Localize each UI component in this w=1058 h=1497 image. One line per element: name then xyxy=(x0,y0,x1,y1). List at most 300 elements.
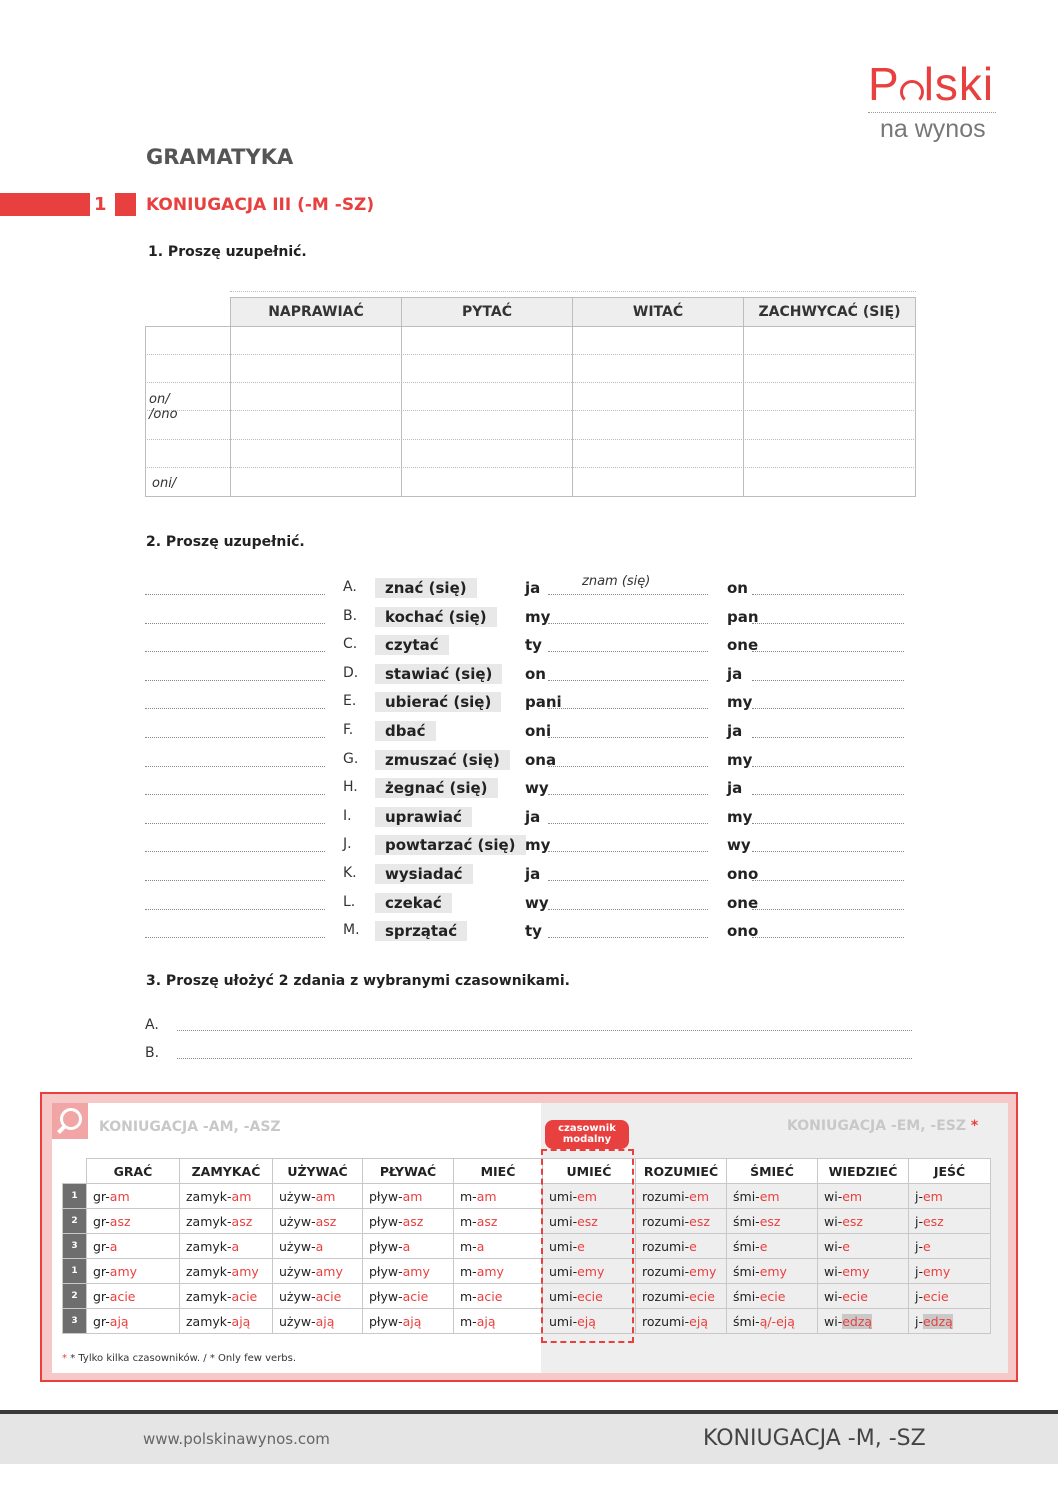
verb-ending: ają xyxy=(315,1313,335,1329)
conjugation-table xyxy=(62,1158,991,1334)
verb-ending: em xyxy=(759,1188,780,1204)
verb-ending: e xyxy=(577,1238,585,1254)
conjugation-cell xyxy=(363,1234,454,1259)
answer-input-left[interactable] xyxy=(145,909,325,910)
conjugation-cell xyxy=(87,1184,180,1209)
verb-ending: ają xyxy=(109,1313,129,1329)
pronoun-2: my xyxy=(727,751,753,769)
verb-ending: a xyxy=(109,1238,118,1254)
verb-chip: uprawiać xyxy=(375,807,472,827)
verb-stem: używ- xyxy=(279,1263,316,1279)
verb-ending: emy xyxy=(689,1263,717,1279)
conjugation-cell xyxy=(454,1309,543,1334)
logo-brand: P lski xyxy=(868,58,995,110)
conjugation-cell xyxy=(87,1259,180,1284)
conjugation-cell xyxy=(180,1259,273,1284)
conjugation-cell xyxy=(180,1284,273,1309)
verb-ending: em xyxy=(922,1188,943,1204)
exercise-3-instruction: 3. Proszę ułożyć 2 zdania z wybranymi czasownikami. xyxy=(146,973,570,989)
verb-ending: a xyxy=(476,1238,485,1254)
verb-stem: używ- xyxy=(279,1213,316,1229)
answer-input-left[interactable] xyxy=(145,737,325,738)
verb-ending: asz xyxy=(109,1213,131,1229)
person-number: 3 xyxy=(63,1234,87,1259)
unit-number: 1 xyxy=(94,194,107,215)
table-header: UMIEĆ xyxy=(543,1159,636,1184)
verb-ending: em xyxy=(577,1188,597,1204)
pronoun-1: ona xyxy=(525,751,557,769)
pronoun-2: one xyxy=(727,894,759,912)
conjugation-cell xyxy=(363,1309,454,1334)
conjugation-cell xyxy=(636,1209,727,1234)
answer-input-1[interactable] xyxy=(548,880,708,881)
conjugation-cell xyxy=(727,1234,818,1259)
verb-stem: wi- xyxy=(824,1313,843,1329)
table-header: ROZUMIEĆ xyxy=(636,1159,727,1184)
verb-stem: pływ- xyxy=(369,1213,403,1229)
table-header-row xyxy=(63,1159,991,1184)
conjugation-cell xyxy=(454,1184,543,1209)
answer-input-left[interactable] xyxy=(145,651,325,652)
verb-ending: asz xyxy=(231,1213,253,1229)
verb-ending: ecie xyxy=(842,1288,868,1304)
verb-ending: asz xyxy=(476,1213,498,1229)
verb-ending: am xyxy=(231,1188,252,1204)
verb-ending: amy xyxy=(476,1263,504,1279)
answer-input-1[interactable] xyxy=(548,937,708,938)
verb-stem: m- xyxy=(460,1288,477,1304)
box-left-title: KONIUGACJA -AM, -ASZ xyxy=(99,1119,281,1135)
pronoun-1: ja xyxy=(525,579,541,597)
conjugation-cell xyxy=(454,1209,543,1234)
modal-verb-highlight xyxy=(541,1149,634,1343)
table-row xyxy=(63,1184,991,1209)
verb-stem: umi- xyxy=(549,1313,578,1329)
item-letter: I. xyxy=(343,808,352,824)
verb-stem: umi- xyxy=(549,1213,578,1229)
verb-ending: ecie xyxy=(577,1288,603,1304)
conjugation-cell xyxy=(273,1259,363,1284)
verb-stem: m- xyxy=(460,1263,477,1279)
conjugation-cell xyxy=(727,1284,818,1309)
verb-stem: wi- xyxy=(824,1238,843,1254)
verb-ending: amy xyxy=(231,1263,259,1279)
table-header: ŚMIEĆ xyxy=(727,1159,818,1184)
item-letter: G. xyxy=(343,751,359,767)
verb-ending: emy xyxy=(842,1263,870,1279)
verb-ending: amy xyxy=(315,1263,343,1279)
answer-input-left[interactable] xyxy=(145,880,325,881)
verb-ending: esz xyxy=(759,1213,781,1229)
table-corner xyxy=(63,1159,87,1184)
table-header: ZAMYKAĆ xyxy=(180,1159,273,1184)
verb-stem: gr- xyxy=(93,1263,110,1279)
verb-ending: em xyxy=(842,1188,863,1204)
pronoun-2: one xyxy=(727,636,759,654)
verb-chip: stawiać (się) xyxy=(375,664,502,684)
verb-stem: pływ- xyxy=(369,1238,403,1254)
person-number: 1 xyxy=(63,1184,87,1209)
item-letter: E. xyxy=(343,693,357,709)
verb-ending: am xyxy=(476,1188,497,1204)
exercise-1-instruction: 1. Proszę uzupełnić. xyxy=(148,244,307,260)
pronoun-2: my xyxy=(727,693,753,711)
verb-ending: ają xyxy=(402,1313,422,1329)
conjugation-cell xyxy=(454,1284,543,1309)
verb-stem: j- xyxy=(915,1288,923,1304)
grid-row-label: oni/ xyxy=(152,476,177,491)
verb-stem: m- xyxy=(460,1188,477,1204)
sentence-input-a[interactable] xyxy=(177,1030,912,1031)
conjugation-cell xyxy=(727,1209,818,1234)
verb-ending: esz xyxy=(922,1213,944,1229)
verb-ending: e xyxy=(689,1238,697,1254)
conjugation-cell xyxy=(454,1234,543,1259)
sentence-input-b[interactable] xyxy=(177,1058,912,1059)
verb-stem: zamyk- xyxy=(186,1188,232,1204)
conjugation-cell xyxy=(909,1184,991,1209)
conjugation-cell xyxy=(909,1209,991,1234)
answer-input-2[interactable] xyxy=(752,623,904,624)
conjugation-cell xyxy=(818,1259,909,1284)
conjugation-cell xyxy=(87,1209,180,1234)
conjugation-cell xyxy=(636,1284,727,1309)
item-letter: C. xyxy=(343,636,358,652)
conjugation-cell xyxy=(818,1184,909,1209)
pronoun-1: ja xyxy=(525,808,541,826)
answer-input-left[interactable] xyxy=(145,823,325,824)
conjugation-cell xyxy=(273,1209,363,1234)
answer-input-left[interactable] xyxy=(145,594,325,595)
table-row xyxy=(63,1209,991,1234)
verb-stem: śmi- xyxy=(733,1263,760,1279)
grid-row xyxy=(145,440,916,468)
verb-ending: esz xyxy=(842,1213,863,1229)
red-band xyxy=(0,193,90,216)
answer-input-1[interactable] xyxy=(548,909,708,910)
pronoun-1: wy xyxy=(525,779,549,797)
conjugation-cell xyxy=(363,1259,454,1284)
box-right-title: KONIUGACJA -EM, -ESZ * xyxy=(787,1118,979,1134)
answer-input-left[interactable] xyxy=(145,937,325,938)
table-row xyxy=(63,1259,991,1284)
verb-stem: m- xyxy=(460,1313,477,1329)
conjugation-cell xyxy=(727,1309,818,1334)
verb-ending: a xyxy=(231,1238,240,1254)
person-number: 3 xyxy=(63,1309,87,1334)
conjugation-cell xyxy=(818,1284,909,1309)
verb-ending: am xyxy=(109,1188,130,1204)
grid-header-1: NAPRAWIAĆ xyxy=(230,297,402,327)
verb-stem: gr- xyxy=(93,1188,110,1204)
table-header: JEŚĆ xyxy=(909,1159,991,1184)
verb-stem: używ- xyxy=(279,1188,316,1204)
verb-chip: znać (się) xyxy=(375,578,477,598)
pronoun-1: wy xyxy=(525,894,549,912)
conjugation-cell xyxy=(636,1234,727,1259)
verb-stem: rozumi- xyxy=(642,1238,690,1254)
conjugation-cell xyxy=(363,1284,454,1309)
pronoun-1: on xyxy=(525,665,546,683)
verb-stem: rozumi- xyxy=(642,1288,690,1304)
verb-ending: em xyxy=(689,1188,710,1204)
verb-ending: ecie xyxy=(922,1288,949,1304)
exercise-2-instruction: 2. Proszę uzupełnić. xyxy=(146,534,305,550)
verb-stem: zamyk- xyxy=(186,1263,232,1279)
verb-ending: amy xyxy=(402,1263,430,1279)
verb-chip: wysiadać xyxy=(375,864,473,884)
table-header: UŻYWAĆ xyxy=(273,1159,363,1184)
footer-title: KONIUGACJA -M, -SZ xyxy=(703,1426,926,1451)
item-letter: J. xyxy=(343,836,352,852)
pronoun-1: my xyxy=(525,608,551,626)
conjugation-cell xyxy=(87,1309,180,1334)
verb-chip: czytać xyxy=(375,635,449,655)
item-letter: F. xyxy=(343,722,354,738)
conjugation-cell xyxy=(818,1209,909,1234)
answer-input-1[interactable] xyxy=(548,623,708,624)
verb-ending: e xyxy=(759,1238,768,1254)
item-letter: L. xyxy=(343,894,356,910)
conjugation-cell xyxy=(273,1184,363,1209)
verb-stem: używ- xyxy=(279,1313,316,1329)
sentence-letter: A. xyxy=(145,1017,159,1033)
verb-stem: umi- xyxy=(549,1288,578,1304)
table-header: PŁYWAĆ xyxy=(363,1159,454,1184)
verb-stem: śmi- xyxy=(733,1188,760,1204)
answer-input-1[interactable] xyxy=(548,594,708,595)
verb-ending: acie xyxy=(231,1288,258,1304)
answer-input-1[interactable] xyxy=(548,766,708,767)
footer-url: www.polskinawynos.com xyxy=(143,1430,330,1448)
grid-row xyxy=(145,411,916,440)
grid-top-dots xyxy=(230,291,916,292)
verb-chip: powtarzać (się) xyxy=(375,835,526,855)
conjugation-cell xyxy=(818,1309,909,1334)
verb-ending: ecie xyxy=(759,1288,786,1304)
answer-input-1[interactable] xyxy=(548,708,708,709)
answer-input-left[interactable] xyxy=(145,680,325,681)
conjugation-cell xyxy=(180,1234,273,1259)
asterisk: * xyxy=(970,1118,979,1134)
sentence-letter: B. xyxy=(145,1045,160,1061)
verb-ending: a xyxy=(402,1238,411,1254)
grid-row-label: on/ /ono xyxy=(149,392,178,422)
verb-stem: gr- xyxy=(93,1238,110,1254)
conjugation-cell xyxy=(636,1259,727,1284)
verb-chip: czekać xyxy=(375,893,452,913)
person-number: 2 xyxy=(63,1209,87,1234)
answer-input-left[interactable] xyxy=(145,851,325,852)
verb-ending: esz xyxy=(689,1213,710,1229)
verb-stem: m- xyxy=(460,1238,477,1254)
conjugation-cell xyxy=(273,1284,363,1309)
verb-stem: pływ- xyxy=(369,1263,403,1279)
pronoun-2: ja xyxy=(727,665,743,683)
answer-input-left[interactable] xyxy=(145,794,325,795)
verb-chip: zmuszać (się) xyxy=(375,750,510,770)
conjugation-cell xyxy=(87,1284,180,1309)
verb-ending: acie xyxy=(476,1288,503,1304)
item-letter: K. xyxy=(343,865,357,881)
verb-stem: śmi- xyxy=(733,1288,760,1304)
conjugation-cell xyxy=(180,1309,273,1334)
item-letter: B. xyxy=(343,608,358,624)
conjugation-cell xyxy=(180,1209,273,1234)
verb-stem: j- xyxy=(915,1188,923,1204)
table-header: GRAĆ xyxy=(87,1159,180,1184)
logo-smile-icon xyxy=(900,80,924,104)
grid-header-4: ZACHWYCAĆ (SIĘ) xyxy=(743,297,916,327)
verb-stem: gr- xyxy=(93,1213,110,1229)
pronoun-1: pani xyxy=(525,693,562,711)
magnifier-icon xyxy=(52,1103,88,1139)
pronoun-2: ja xyxy=(727,779,743,797)
answer-input-1[interactable] xyxy=(548,651,708,652)
conjugation-cell xyxy=(363,1209,454,1234)
verb-ending: esz xyxy=(577,1213,598,1229)
verb-ending: acie xyxy=(402,1288,429,1304)
verb-chip: sprzątać xyxy=(375,921,467,941)
verb-chip: ubierać (się) xyxy=(375,692,501,712)
answer-input-2[interactable] xyxy=(752,937,904,938)
pronoun-1: oni xyxy=(525,722,552,740)
table-row xyxy=(63,1309,991,1334)
logo-tagline: na wynos xyxy=(880,115,986,143)
verb-stem: wi- xyxy=(824,1188,843,1204)
verb-ending: e xyxy=(842,1238,850,1254)
verb-stem: j- xyxy=(915,1238,923,1254)
verb-stem: umi- xyxy=(549,1238,578,1254)
conjugation-cell xyxy=(454,1259,543,1284)
verb-stem: śmi- xyxy=(733,1238,760,1254)
conjugation-cell xyxy=(909,1259,991,1284)
answer-input-1[interactable] xyxy=(548,737,708,738)
verb-stem: zamyk- xyxy=(186,1213,232,1229)
verb-stem: pływ- xyxy=(369,1313,403,1329)
verb-stem: j- xyxy=(915,1263,923,1279)
verb-ending: ają xyxy=(476,1313,496,1329)
logo xyxy=(868,58,998,143)
footnote: * * Tylko kilka czasowników. / * Only few verbs. xyxy=(62,1353,297,1364)
verb-chip: kochać (się) xyxy=(375,607,497,627)
verb-stem: rozumi- xyxy=(642,1188,690,1204)
conjugation-cell xyxy=(727,1259,818,1284)
grid-header-3: WITAĆ xyxy=(572,297,744,327)
table-header: WIEDZIEĆ xyxy=(818,1159,909,1184)
answer-input-2[interactable] xyxy=(752,794,904,795)
verb-stem: m- xyxy=(460,1213,477,1229)
table-row xyxy=(63,1284,991,1309)
conjugation-cell xyxy=(363,1184,454,1209)
item-letter: H. xyxy=(343,779,358,795)
person-number: 1 xyxy=(63,1259,87,1284)
verb-stem: j- xyxy=(915,1213,923,1229)
answer-input-left[interactable] xyxy=(145,708,325,709)
answer-input-2[interactable] xyxy=(752,651,904,652)
verb-stem: pływ- xyxy=(369,1288,403,1304)
item-letter: D. xyxy=(343,665,359,681)
item-letter: M. xyxy=(343,922,360,938)
pronoun-2: ono xyxy=(727,865,759,883)
conjugation-cell xyxy=(636,1309,727,1334)
verb-ending: acie xyxy=(315,1288,342,1304)
verb-stem: pływ- xyxy=(369,1188,403,1204)
pronoun-2: pan xyxy=(727,608,759,626)
verb-ending: am xyxy=(315,1188,336,1204)
grid-row xyxy=(145,383,916,411)
answer-input-1[interactable] xyxy=(548,680,708,681)
grid-row xyxy=(145,355,916,383)
verb-stem: śmi- xyxy=(733,1313,760,1329)
verb-stem: gr- xyxy=(93,1288,110,1304)
answer-input-2[interactable] xyxy=(752,594,904,595)
verb-ending: amy xyxy=(109,1263,138,1279)
verb-ending: emy xyxy=(577,1263,605,1279)
verb-stem: używ- xyxy=(279,1288,316,1304)
answer-input-2[interactable] xyxy=(752,680,904,681)
answer-input-2[interactable] xyxy=(752,766,904,767)
pronoun-1: ty xyxy=(525,922,542,940)
logo-divider xyxy=(868,112,996,113)
verb-ending: edzą xyxy=(842,1313,873,1329)
verb-stem: używ- xyxy=(279,1238,316,1254)
verb-stem: umi- xyxy=(549,1263,578,1279)
grid-row xyxy=(145,326,916,355)
verb-stem: wi- xyxy=(824,1213,843,1229)
answer-input-2[interactable] xyxy=(752,823,904,824)
table-row xyxy=(63,1234,991,1259)
conjugation-cell xyxy=(180,1184,273,1209)
pronoun-1: ja xyxy=(525,865,541,883)
verb-stem: rozumi- xyxy=(642,1213,690,1229)
answer-input-2[interactable] xyxy=(752,737,904,738)
answer-input-2[interactable] xyxy=(752,880,904,881)
answer-input-1[interactable] xyxy=(548,794,708,795)
verb-stem: zamyk- xyxy=(186,1288,232,1304)
answer-input-left[interactable] xyxy=(145,623,325,624)
item-letter: A. xyxy=(343,579,357,595)
red-square xyxy=(115,193,136,216)
answer-input-1[interactable] xyxy=(548,851,708,852)
verb-ending: e xyxy=(922,1238,931,1254)
answer-input-2[interactable] xyxy=(752,708,904,709)
verb-ending: acie xyxy=(109,1288,136,1304)
conjugation-cell xyxy=(909,1284,991,1309)
verb-stem: rozumi- xyxy=(642,1263,690,1279)
verb-ending: a xyxy=(315,1238,324,1254)
answer-input-2[interactable] xyxy=(752,909,904,910)
verb-ending: eją xyxy=(689,1313,708,1329)
verb-stem: j- xyxy=(915,1313,923,1329)
verb-ending: emy xyxy=(922,1263,951,1279)
answer-input-1[interactable] xyxy=(548,823,708,824)
person-number: 2 xyxy=(63,1284,87,1309)
answer-input-2[interactable] xyxy=(752,851,904,852)
verb-stem: zamyk- xyxy=(186,1313,232,1329)
verb-ending: am xyxy=(402,1188,423,1204)
pronoun-2: my xyxy=(727,808,753,826)
verb-ending: eją xyxy=(577,1313,596,1329)
verb-stem: gr- xyxy=(93,1313,110,1329)
verb-ending: ą/-eją xyxy=(759,1313,795,1329)
handwritten-answer: znam (się) xyxy=(582,574,651,589)
pronoun-1: my xyxy=(525,836,551,854)
answer-input-left[interactable] xyxy=(145,766,325,767)
pronoun-2: wy xyxy=(727,836,751,854)
conjugation-cell xyxy=(909,1234,991,1259)
verb-ending: ecie xyxy=(689,1288,715,1304)
